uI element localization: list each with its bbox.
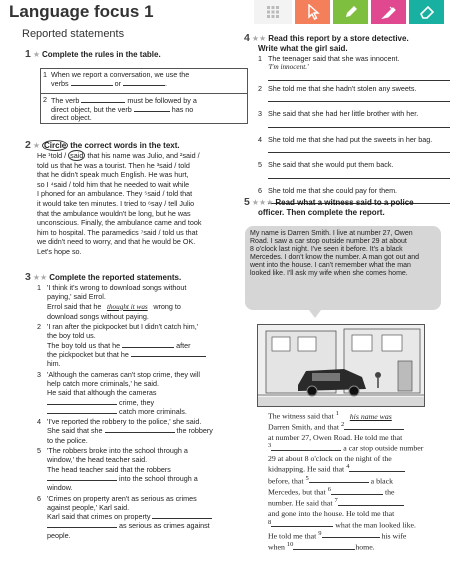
question-text: people. [47,530,71,540]
report-text: what the man looked like. [335,520,416,530]
answer-blank[interactable] [349,465,405,472]
report-text: a car stop outside number [343,443,424,453]
answer-line[interactable] [268,127,450,128]
eraser-icon[interactable] [409,0,444,24]
item-text: She told me that she could pay for them. [268,185,398,195]
speech-line: Mercedes. I don't know the number. A man got out and [250,254,420,262]
exercise-2-text [37,151,247,257]
exercise-instruction: Write what the girl said. [258,44,348,54]
rule-text: direct object. [51,113,92,123]
question-text: wrong to [153,301,181,311]
question-text: The boy told us that he [47,340,121,350]
gap-number: 8 [268,518,272,526]
answer-blank[interactable] [47,474,117,481]
text-line: that he didn't speak much English. He was hurt, [37,170,189,180]
question-number: 5 [37,446,41,456]
question-item [37,370,247,416]
question-text: into the school through a [119,473,198,483]
report-text: 29 at about 8 o'clock on the night of the [268,453,392,463]
item-number: 2 [258,83,262,93]
report-text: Darren Smith, and that [268,422,340,432]
answer-blank[interactable] [47,407,117,414]
difficulty-stars: ★★ [32,273,48,282]
question-number: 6 [37,493,41,503]
item-number: 6 [258,185,262,195]
question-text: as serious as crimes against [119,521,210,531]
answer-blank[interactable] [293,543,355,550]
exercise-instruction: Read this report by a store detective. [268,34,409,43]
exercise-instruction: Complete the rules in the table. [42,50,161,59]
question-text: help catch more criminals,' he said. [47,378,160,388]
item-number: 5 [258,160,262,170]
speech-line: went into the house. I can't remember what the man [250,262,411,270]
report-text: a black [370,476,393,486]
exercise-number: 3 [25,271,31,283]
list-item [258,55,450,81]
rules-table [40,68,248,124]
exercise-1-heading [25,48,161,60]
table-row [41,69,247,93]
report-text: number. He said that [268,499,333,509]
police-report [268,410,448,552]
answer-line[interactable] [268,80,450,81]
text-line: Let's hope so. [37,246,82,256]
speech-line: My name is Darren Smith. I live at number 27, Owen [250,230,413,237]
answer-blank[interactable] [71,79,113,86]
answer-line[interactable] [268,101,450,102]
question-text: window. [47,483,73,493]
rule-text: The verb [51,95,80,105]
rule-text: direct object, but the verb [51,104,132,114]
answer-blank[interactable] [338,499,404,506]
question-text: 'I think it's wrong to download songs without [47,283,187,292]
table-row [41,93,247,123]
gap-number: 7 [334,497,338,505]
answer-blank[interactable] [123,79,165,86]
question-item [37,417,247,445]
rule-text: When we report a conversation, we use the [51,69,190,79]
report-text: and gone into the house. He told me that [268,508,395,518]
question-text: paying,' said Errol. [47,292,106,302]
question-text: the robbery [176,426,213,436]
exercise-number: 4 [244,32,250,44]
report-text: kidnapping. He said that [268,465,345,475]
answer-blank[interactable] [47,521,117,528]
text-line: so I ⁴said / told him that he needed to wait while [37,179,190,189]
question-item [37,446,247,492]
section-title: Reported statements [22,28,125,40]
report-text: The witness said that [268,411,334,421]
question-number: 1 [37,283,41,292]
example-answer: 'I'm innocent.' [268,63,309,72]
question-text: Errol said that he [47,301,102,311]
item-text: She said that she would put them back. [268,160,394,170]
question-text: after [176,340,191,350]
gap-number: 4 [346,463,350,471]
item-text: She said that she had her little brother with her. [268,109,419,119]
highlighter-icon[interactable] [371,0,406,24]
speech-line: Road. I saw a car stop outside number 29 at about [250,238,407,246]
difficulty-stars: ★ [32,141,41,150]
item-text: The teenager said that she was innocent. [268,54,400,63]
exercise-instruction: the correct words in the text. [70,141,180,150]
question-item [37,322,247,368]
question-number: 4 [37,417,41,427]
item-number: 4 [258,134,262,144]
report-text: before, that [268,476,304,486]
item-text: She told me that she hadn't stolen any sweets. [268,83,417,93]
answer-blank[interactable] [152,512,212,519]
gap-number: 6 [327,486,332,494]
exercise-4-items [258,55,450,212]
text-line: He ¹told / said that his name was Julio, and ²said / [37,151,200,160]
report-text: Mercedes, but that [268,487,326,497]
difficulty-stars: ★★ [251,34,267,43]
exercise-instruction: Read what a witness said to a police [275,198,414,207]
list-item [258,110,450,127]
answer-line[interactable] [268,152,450,153]
exercise-5-heading [244,196,454,218]
answer-blank[interactable] [134,105,170,112]
answer-blank[interactable] [344,423,404,430]
question-text: window,' the head teacher said. [47,455,148,465]
question-text: him. [47,359,61,369]
cursor-icon[interactable] [295,0,330,24]
difficulty-stars: ★ [32,50,41,59]
answer-blank[interactable] [331,488,383,495]
speech-line: looked like. I'll ask my wife when she comes home. [250,270,408,278]
text-line: that the ambulance wouldn't be long, but he was [37,208,191,218]
list-item [258,161,450,178]
street-illustration [257,324,425,407]
question-text: against people,' Karl said. [47,502,130,512]
question-text: 'I ran after the pickpocket but I didn't catch him,' [47,322,199,332]
answer-blank[interactable] [271,520,333,527]
question-text: catch more criminals. [119,406,187,416]
question-text: 'I've reported the robbery to the police,' she said. [47,417,202,427]
witness-speech-bubble [245,226,441,310]
question-text: download songs without paying. [47,311,149,321]
page-title: Language focus 1 [9,2,154,21]
text-line: I phoned for an ambulance. They ⁵said / told that [37,189,193,199]
exercise-2-heading [25,139,180,151]
question-text: The head teacher said that the robbers [47,464,171,474]
grid-icon[interactable] [254,0,292,24]
report-text: home. [355,542,375,552]
text-line: told us that he was a tourist. Then he ³said / told [37,160,190,170]
exercise-4-heading [244,32,454,54]
rule-text: . [164,78,167,88]
annotation-toolbar [254,0,474,24]
answer-blank[interactable] [47,398,117,405]
question-text: She said that she [47,426,103,436]
exercise-instruction: Complete the reported statements. [49,273,182,282]
report-text: at number 27, Owen Road. He told me that [268,432,403,442]
circle-word: Circle [44,141,67,150]
speech-line: 8 o'clock last night. I've seen it before. It's a black [250,246,403,254]
list-item [258,85,450,102]
report-text: when [268,542,285,552]
exercise-number: 2 [25,139,31,151]
gap-number: 10 [286,541,294,549]
question-text: Karl said that crimes on property [47,512,151,522]
exercise-number: 1 [25,48,31,60]
answer-blank[interactable] [105,426,175,433]
answer-blank[interactable] [309,476,369,483]
example-answer: thought it was [106,302,148,311]
question-number: 3 [37,369,41,379]
answer-blank[interactable] [271,444,341,451]
gap-number: 5 [305,474,309,482]
question-text: the boy told us. [47,331,96,341]
rule-number: 1 [43,69,47,79]
circled-answer: said [70,151,84,160]
question-text: to the police. [47,435,88,445]
question-number: 2 [37,322,41,332]
question-item [37,283,247,321]
text-line: we didn't need to worry, and that he would be OK. [37,237,196,247]
question-text: 'The robbers broke into the school through a [47,446,188,456]
list-item [258,136,450,153]
question-item [37,494,247,540]
gap-number: 1 [335,410,339,417]
question-text: crime, they [119,397,155,407]
answer-blank[interactable] [131,350,206,357]
item-number: 3 [258,109,262,119]
text-line: it would take ten minutes. I tried to ⁶say / tell Julio [37,198,195,208]
rule-text: or [114,78,121,88]
difficulty-stars: ★★★ [251,198,274,207]
gap-number: 2 [340,421,345,429]
exercise-instruction: officer. Then complete the report. [258,208,385,218]
answer-line[interactable] [268,178,450,179]
pen-icon[interactable] [333,0,368,24]
question-text: 'Crimes on property aren't as serious as crimes [47,493,197,503]
rule-text: verbs [51,78,69,88]
question-text: He said that although the cameras [47,388,157,398]
text-line: unconscious. Finally, the ambulance came and took [37,218,202,228]
gap-number: 9 [318,529,322,537]
answer-blank[interactable] [322,531,380,538]
rule-number: 2 [43,94,47,104]
question-text: the pickpocket but that he [47,350,129,360]
gap-number: 3 [268,442,272,450]
example-answer: his name was [349,411,392,421]
item-text: She told me that she had put the sweets in her bag. [268,134,433,144]
text-line: him to hospital. The paramedics ⁷said / told us that [37,227,198,237]
report-text: his wife [381,531,407,541]
exercise-3-questions [37,283,247,540]
report-text: He told me that [268,531,317,541]
rule-text: has no [171,104,194,114]
rule-text: must be followed by a [127,95,197,105]
exercise-number: 5 [244,196,250,208]
report-text: the [384,487,395,497]
answer-blank[interactable] [122,341,174,348]
answer-blank[interactable] [81,96,125,103]
item-number: 1 [258,54,262,63]
question-text: 'Although the cameras can't stop crime, they will [47,369,200,379]
exercise-3-heading [25,271,181,283]
